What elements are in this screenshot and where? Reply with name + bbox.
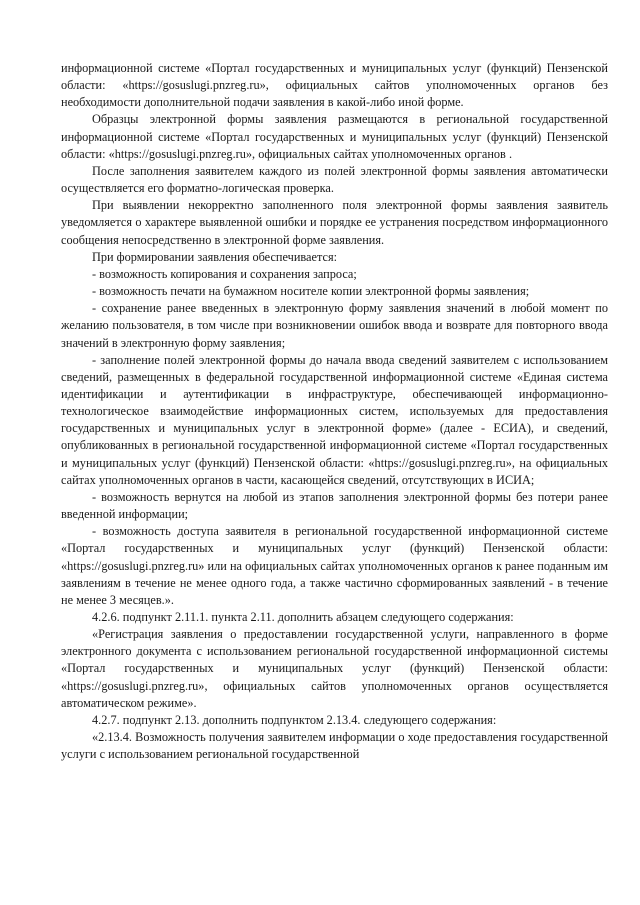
- list-item: - заполнение полей электронной формы до начала ввода сведений заявителем с использованием сведений, размещенных в федеральной государственной информационной системе «Единая система идентификации и аутентификации в инфраструктуре, обеспечивающей информационно-технологическое взаимодействие информационных систем, используемых для предоставления государственных и муниципальных услуг в электронной форме» (далее - ЕСИА), и сведений, опубликованных в региональной государственной информационной системе «Портал государственных и муниципальных услуг (функций) Пензенской области: «https://gosuslugi.pnzreg.ru», на официальных сайтах уполномоченных органов в части, касающейся сведений, отсутствующих в ИСИА;: [61, 352, 608, 487]
- list-item: - возможность печати на бумажном носителе копии электронной формы заявления;: [92, 284, 530, 299]
- list-item: - возможность доступа заявителя в региональной государственной информационной системе «Портал государственных и муниципальных услуг (функций) Пензенской области: «https://gosuslugi.pnzreg.ru» или на официальных сайтах уполномоченных органов к ранее поданным им заявлениям в течение не менее одного года, а также частично сформированных заявлений - в течение не менее 3 месяцев.».: [61, 524, 608, 607]
- paragraph: После заполнения заявителем каждого из полей электронной формы заявления автоматически осуществляется его форматно-логическая проверка.: [61, 163, 608, 196]
- paragraph: «Регистрация заявления о предоставлении государственной услуги, направленного в форме электронного документа с использованием региональной государственной информационной системы «Портал государственных и муниципальных услуг (функций) Пензенской области: «https://gosuslugi.pnzreg.ru», официальных сайтов уполномоченных органов осуществляется автоматическом режиме».: [61, 627, 608, 710]
- paragraph: информационной системе «Портал государственных и муниципальных услуг (функций) Пензенской области: «https://gosuslugi.pnzreg.ru», официальных сайтов уполномоченных органов без необходимости дополнительной подачи заявления в какой-либо иной форме.: [61, 61, 608, 110]
- paragraph: При выявлении некорректно заполненного поля электронной формы заявления заявитель уведомляется о характере выявленной ошибки и порядке ее устранения посредством информационного сообщения непосредственно в электронной форме заявления.: [61, 198, 608, 247]
- document-body: [61, 60, 608, 763]
- paragraph: 4.2.7. подпункт 2.13. дополнить подпунктом 2.13.4. следующего содержания:: [92, 712, 497, 727]
- list-item: - возможность копирования и сохранения запроса;: [92, 266, 357, 281]
- paragraph: «2.13.4. Возможность получения заявителем информации о ходе предоставления государственной услуги с использованием региональной государственной: [61, 730, 608, 762]
- paragraph: 4.2.6. подпункт 2.11.1. пункта 2.11. дополнить абзацем следующего содержания:: [92, 610, 514, 624]
- paragraph: Образцы электронной формы заявления размещаются в региональной государственной информационной системе «Портал государственных и муниципальных услуг (функций) Пензенской области: «https://gosuslugi.pnzreg.ru», официальных сайтах уполномоченных органов .: [61, 112, 608, 161]
- paragraph: При формировании заявления обеспечивается:: [92, 249, 338, 264]
- list-item: - возможность вернутся на любой из этапов заполнения электронной формы без потери ранее введенной информации;: [61, 489, 608, 522]
- list-item: - сохранение ранее введенных в электронную форму заявления значений в любой момент по желанию пользователя, в том числе при возникновении ошибок ввода и возврате для повторного ввода значений в электронную форму заявления;: [61, 301, 608, 350]
